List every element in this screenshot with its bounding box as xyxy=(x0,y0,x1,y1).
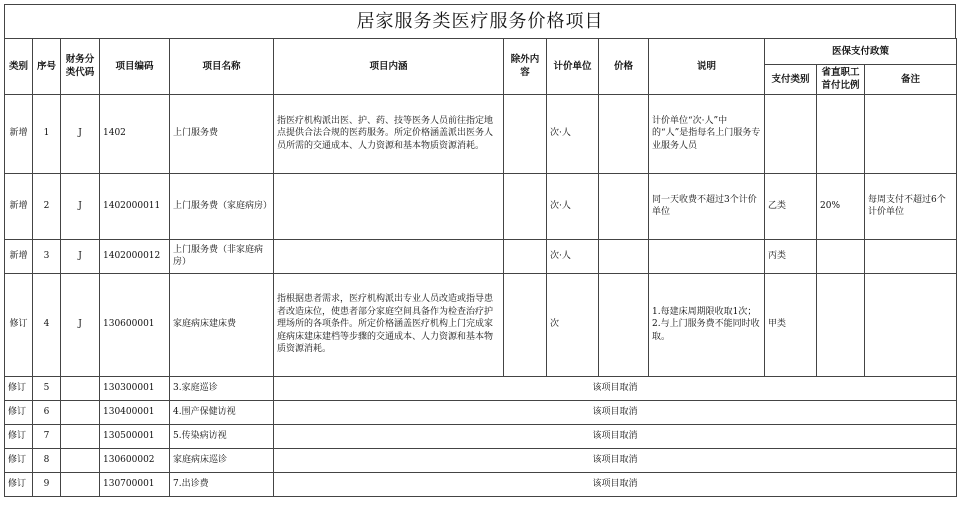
cell-category: 修订 xyxy=(5,400,33,424)
cell-item-code: 130600002 xyxy=(100,448,170,472)
cell-fin-code: J xyxy=(61,273,100,376)
header-pay-type: 支付类别 xyxy=(765,65,817,95)
header-ratio: 省直职工首付比例 xyxy=(817,65,865,95)
header-policy-group: 医保支付政策 xyxy=(765,39,957,65)
cell-item-name: 上门服务费 xyxy=(170,94,274,173)
cell-category: 新增 xyxy=(5,239,33,273)
cell-cancelled-status: 该项目取消 xyxy=(274,472,957,496)
cell-category: 修订 xyxy=(5,376,33,400)
cell-item-name: 7.出诊费 xyxy=(170,472,274,496)
header-category: 类别 xyxy=(5,39,33,95)
cell-content: 指医疗机构派出医、护、药、技等医务人员前往指定地点提供合法合规的医药服务。所定价格涵盖派出医务人员所需的交通成本、人力资源和基本物质资源消耗。 xyxy=(274,94,504,173)
cell-item-name: 5.传染病访视 xyxy=(170,424,274,448)
cell-fin-code: J xyxy=(61,239,100,273)
cell-ratio: 20% xyxy=(817,173,865,239)
cell-seq: 4 xyxy=(33,273,61,376)
cell-fin-code xyxy=(61,400,100,424)
cell-category: 修订 xyxy=(5,424,33,448)
cell-item-name: 3.家庭巡诊 xyxy=(170,376,274,400)
cell-content xyxy=(274,239,504,273)
cell-fin-code xyxy=(61,376,100,400)
table-row xyxy=(5,94,957,173)
cell-unit: 次·人 xyxy=(547,239,599,273)
table-row xyxy=(5,239,957,273)
cell-category: 修订 xyxy=(5,273,33,376)
cell-seq: 8 xyxy=(33,448,61,472)
header-unit: 计价单位 xyxy=(547,39,599,95)
price-table xyxy=(4,38,957,497)
cell-price xyxy=(599,273,649,376)
cell-item-code: 130700001 xyxy=(100,472,170,496)
cell-seq: 6 xyxy=(33,400,61,424)
cell-seq: 5 xyxy=(33,376,61,400)
cell-excluded xyxy=(504,273,547,376)
cell-seq: 9 xyxy=(33,472,61,496)
cell-content xyxy=(274,173,504,239)
header-item-name: 项目名称 xyxy=(170,39,274,95)
cell-cancelled-status: 该项目取消 xyxy=(274,424,957,448)
table-row xyxy=(5,273,957,376)
cell-note: 计价单位“次·人”中的“人”是指每名上门服务专业服务人员 xyxy=(649,94,765,173)
cell-ratio xyxy=(817,273,865,376)
cell-fin-code xyxy=(61,424,100,448)
cell-item-code: 130600001 xyxy=(100,273,170,376)
cell-price xyxy=(599,94,649,173)
header-seq: 序号 xyxy=(33,39,61,95)
cell-item-name: 家庭病床巡诊 xyxy=(170,448,274,472)
cell-price xyxy=(599,173,649,239)
cell-cancelled-status: 该项目取消 xyxy=(274,376,957,400)
header-remark: 备注 xyxy=(865,65,957,95)
cell-item-name: 4.围产保健访视 xyxy=(170,400,274,424)
cell-pay-type: 丙类 xyxy=(765,239,817,273)
cell-remark: 每周支付不超过6个计价单位 xyxy=(865,173,957,239)
document-title: 居家服务类医疗服务价格项目 xyxy=(4,4,956,38)
cell-category: 修订 xyxy=(5,448,33,472)
cell-item-name: 上门服务费（非家庭病房） xyxy=(170,239,274,273)
table-row-cancelled xyxy=(5,400,957,424)
cell-unit: 次·人 xyxy=(547,94,599,173)
cell-item-code: 130400001 xyxy=(100,400,170,424)
cell-pay-type: 乙类 xyxy=(765,173,817,239)
table-row-cancelled xyxy=(5,424,957,448)
cell-note: 1.每建床周期限收取1次；2.与上门服务费不能同时收取。 xyxy=(649,273,765,376)
cell-note xyxy=(649,239,765,273)
cell-seq: 2 xyxy=(33,173,61,239)
cell-item-name: 家庭病床建床费 xyxy=(170,273,274,376)
cell-remark xyxy=(865,94,957,173)
cell-ratio xyxy=(817,239,865,273)
cell-fin-code: J xyxy=(61,94,100,173)
cell-fin-code xyxy=(61,472,100,496)
cell-content: 指根据患者需求，医疗机构派出专业人员改造或指导患者改造床位，使患者部分家庭空间具备作为检查治疗护理场所的各项条件。所定价格涵盖医疗机构上门完成家庭病床建床建档等步骤的交通成本、人力资源和基本物质资源消耗。 xyxy=(274,273,504,376)
cell-category: 新增 xyxy=(5,94,33,173)
cell-remark xyxy=(865,273,957,376)
cell-category: 修订 xyxy=(5,472,33,496)
cell-item-code: 1402000011 xyxy=(100,173,170,239)
table-row-cancelled xyxy=(5,376,957,400)
cell-excluded xyxy=(504,94,547,173)
header-row xyxy=(5,39,957,65)
cell-seq: 3 xyxy=(33,239,61,273)
cell-unit: 次·人 xyxy=(547,173,599,239)
price-document xyxy=(4,4,956,497)
cell-cancelled-status: 该项目取消 xyxy=(274,448,957,472)
table-row-cancelled xyxy=(5,448,957,472)
header-item-code: 项目编码 xyxy=(100,39,170,95)
cell-item-code: 130500001 xyxy=(100,424,170,448)
header-fin-code: 财务分类代码 xyxy=(61,39,100,95)
header-content: 项目内涵 xyxy=(274,39,504,95)
cell-item-name: 上门服务费（家庭病房） xyxy=(170,173,274,239)
cell-pay-type: 甲类 xyxy=(765,273,817,376)
table-row-cancelled xyxy=(5,472,957,496)
cell-item-code: 130300001 xyxy=(100,376,170,400)
cell-excluded xyxy=(504,173,547,239)
cell-price xyxy=(599,239,649,273)
header-price: 价格 xyxy=(599,39,649,95)
cell-seq: 7 xyxy=(33,424,61,448)
cell-seq: 1 xyxy=(33,94,61,173)
cell-item-code: 1402 xyxy=(100,94,170,173)
cell-cancelled-status: 该项目取消 xyxy=(274,400,957,424)
header-excluded: 除外内容 xyxy=(504,39,547,95)
cell-unit: 次 xyxy=(547,273,599,376)
table-row xyxy=(5,173,957,239)
cell-item-code: 1402000012 xyxy=(100,239,170,273)
cell-ratio xyxy=(817,94,865,173)
cell-category: 新增 xyxy=(5,173,33,239)
cell-pay-type xyxy=(765,94,817,173)
cell-remark xyxy=(865,239,957,273)
cell-fin-code: J xyxy=(61,173,100,239)
cell-note: 同一天收费不超过3个计价单位 xyxy=(649,173,765,239)
header-note: 说明 xyxy=(649,39,765,95)
cell-fin-code xyxy=(61,448,100,472)
cell-excluded xyxy=(504,239,547,273)
